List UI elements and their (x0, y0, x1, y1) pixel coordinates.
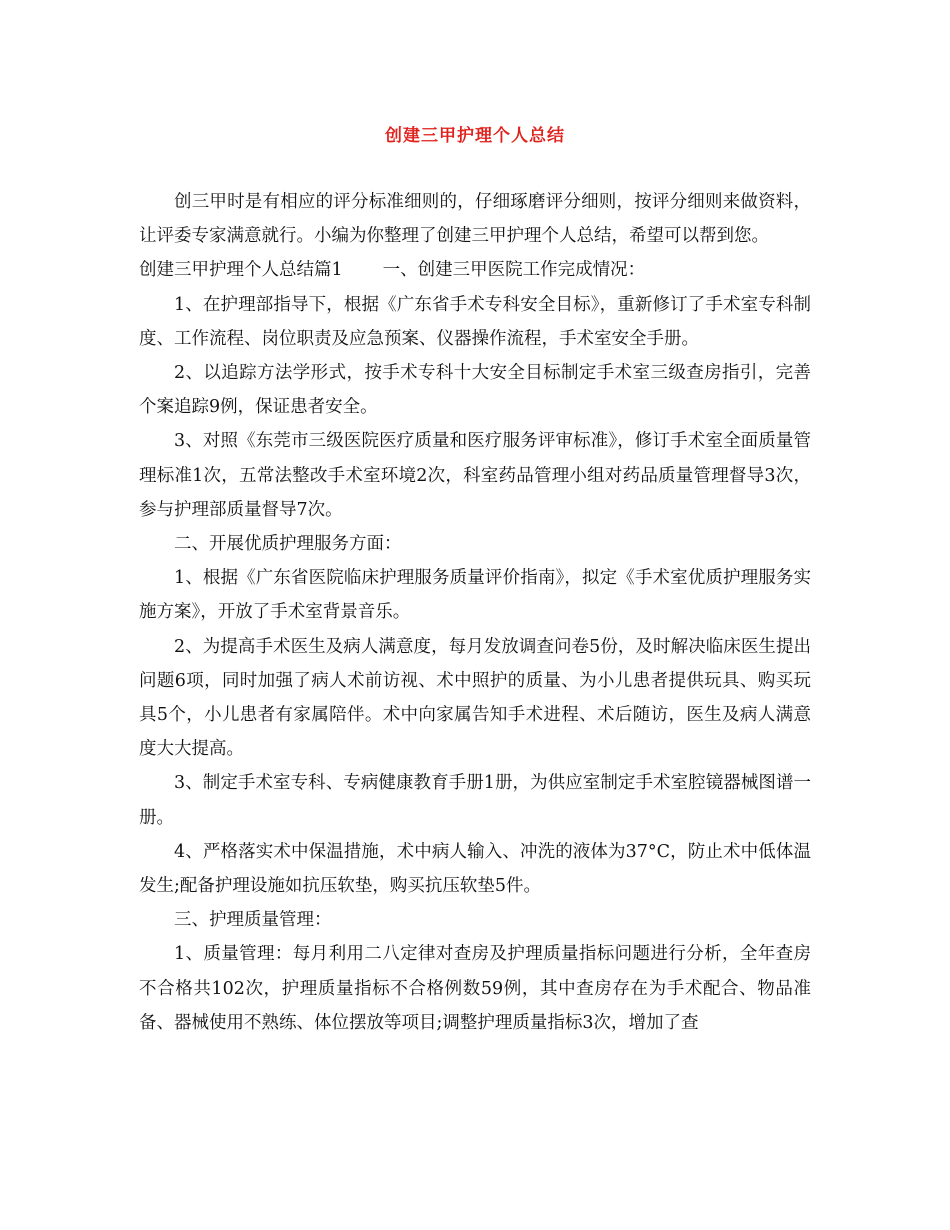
section1-item-3: 3、对照《东莞市三级医院医疗质量和医疗服务评审标准》，修订手术室全面质量管理标准1次，五常法整改手术室环境2次，科室药品管理小组对药品质量管理督导3次，参与护理部质量督导7次。 (139, 431, 811, 520)
section1-heading: 一、创建三甲医院工作完成情况： (382, 260, 646, 281)
section2-heading: 二、开展优质护理服务方面： (174, 534, 402, 555)
document-body (139, 185, 811, 1040)
section3-item-1: 1、质量管理：每月利用二八定律对查房及护理质量指标问题进行分析，全年查房不合格共102次，护理质量指标不合格例数59例，其中查房存在为手术配合、物品准备、器械使用不熟练、体位摆放等项目;调整护理质量指标3次，增加了查 (139, 944, 811, 1033)
section2-item-3: 3、制定手术室专科、专病健康教育手册1册，为供应室制定手术室腔镜器械图谱一册。 (139, 773, 811, 828)
document-title: 创建三甲护理个人总结 (385, 126, 565, 146)
intro-paragraph: 创三甲时是有相应的评分标准细则的，仔细琢磨评分细则，按评分细则来做资料，让评委专家满意就行。小编为你整理了创建三甲护理个人总结，希望可以帮到您。 (139, 192, 811, 247)
section2-item-1: 1、根据《广东省医院临床护理服务质量评价指南》，拟定《手术室优质护理服务实施方案》，开放了手术室背景音乐。 (139, 568, 811, 623)
section3-heading: 三、护理质量管理： (174, 910, 332, 931)
section2-item-4: 4、严格落实术中保温措施，术中病人输入、冲洗的液体为37°C，防止术中低体温发生;配备护理设施如抗压软垫，购买抗压软垫5件。 (139, 841, 811, 897)
chapter-heading-line (139, 253, 811, 287)
chapter-label: 创建三甲护理个人总结篇1 (139, 260, 343, 281)
section2-item-2: 2、为提高手术医生及病人满意度，每月发放调查问卷5份，及时解决临床医生提出问题6项，同时加强了病人术前访视、术中照护的质量、为小儿患者提供玩具、购买玩具5个，小儿患者有家属陪伴。术中向家属告知手术进程、术后随访，医生及病人满意度大大提高。 (139, 636, 811, 760)
section1-item-2: 2、以追踪方法学形式，按手术专科十大安全目标制定手术室三级查房指引，完善个案追踪9例，保证患者安全。 (139, 363, 811, 418)
section1-item-1: 1、在护理部指导下，根据《广东省手术专科安全目标》，重新修订了手术室专科制度、工作流程、岗位职责及应急预案、仪器操作流程，手术室安全手册。 (139, 294, 811, 349)
